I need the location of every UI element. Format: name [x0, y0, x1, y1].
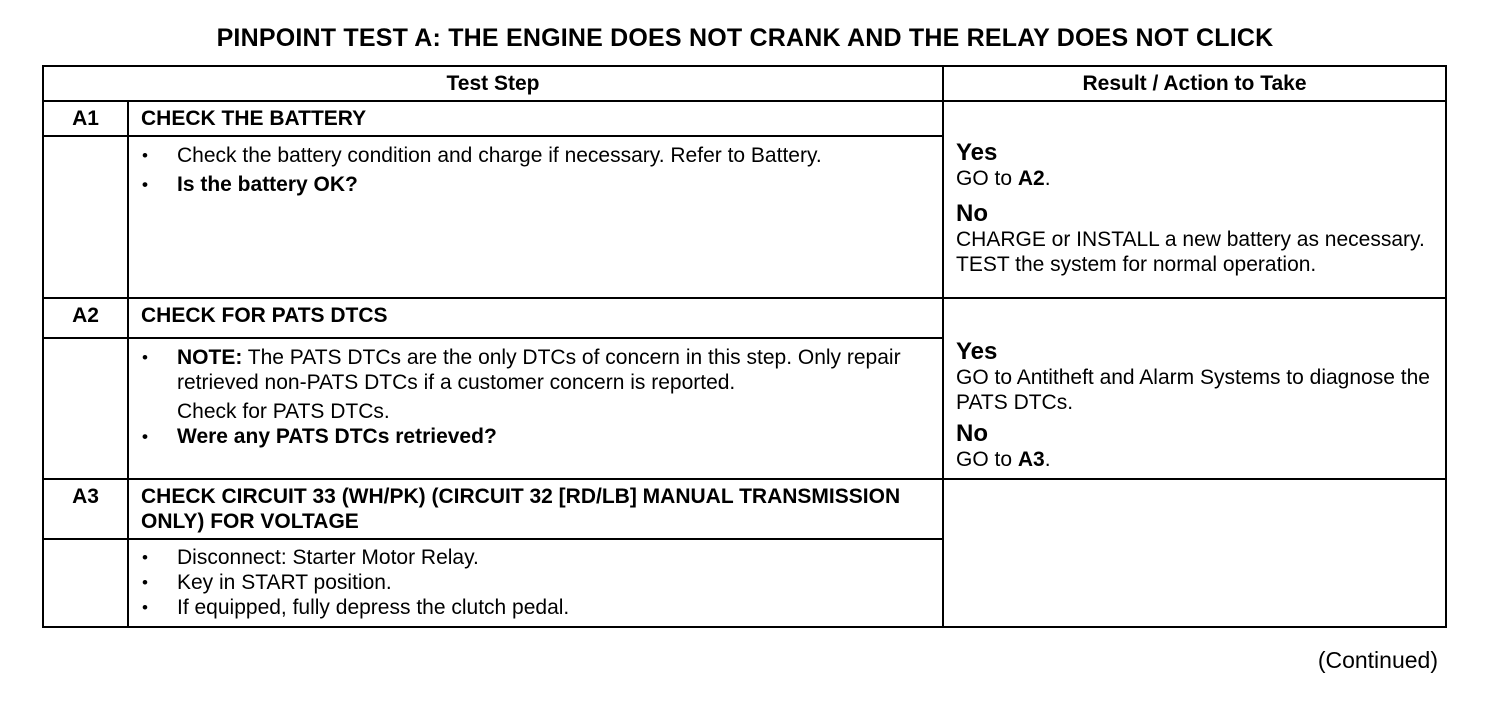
continued-label: (Continued)	[1317, 647, 1438, 673]
result-yes-label: Yes	[956, 139, 998, 166]
step-a3-result	[943, 479, 1446, 627]
table-header-row	[43, 66, 1446, 101]
step-heading: CHECK CIRCUIT 33 (WH/PK) (CIRCUIT 32 [RD/LB] MANUAL TRANSMISSION ONLY) FOR VOLTAGE	[128, 479, 943, 539]
step-a3-heading-row	[43, 479, 1446, 539]
step-a2-result	[943, 298, 1446, 479]
header-test-step: Test Step	[43, 66, 943, 101]
list-item: • Check the battery condition and charge if necessary. Refer to Battery.	[177, 143, 932, 168]
result-no-label: No	[956, 420, 988, 447]
result-no-text: GO to A3.	[956, 448, 1051, 471]
step-a2-heading-row	[43, 298, 1446, 338]
list-item: • NOTE: The PATS DTCs are the only DTCs of concern in this step. Only repair retrieved non-PATS DTCs if a customer concern is reported.	[177, 345, 932, 395]
list-item: • Were any PATS DTCs retrieved?	[177, 424, 932, 449]
pinpoint-test-table	[42, 65, 1447, 628]
step-a2-body	[128, 338, 943, 479]
step-id: A1	[43, 101, 128, 136]
result-yes-text: GO to Antitheft and Alarm Systems to diagnose the PATS DTCs.	[956, 366, 1430, 414]
step-id: A2	[43, 298, 128, 338]
result-no-text: CHARGE or INSTALL a new battery as necessary. TEST the system for normal operation.	[956, 228, 1425, 276]
step-a3-body	[128, 539, 943, 627]
result-no-label: No	[956, 200, 988, 227]
step-a1-body	[128, 136, 943, 298]
header-result: Result / Action to Take	[943, 66, 1446, 101]
page-title: PINPOINT TEST A: THE ENGINE DOES NOT CRANK AND THE RELAY DOES NOT CLICK	[216, 24, 1274, 52]
list-item: • Disconnect: Starter Motor Relay.	[177, 545, 932, 570]
step-a1-result	[943, 101, 1446, 298]
result-yes-text: GO to A2.	[956, 167, 1051, 190]
list-item: Check for PATS DTCs.	[177, 399, 390, 423]
result-yes-label: Yes	[956, 338, 998, 365]
step-heading: CHECK FOR PATS DTCS	[128, 298, 943, 338]
step-a1-heading-row	[43, 101, 1446, 136]
list-item: • Key in START position.	[177, 570, 932, 595]
step-id: A3	[43, 479, 128, 539]
step-heading: CHECK THE BATTERY	[128, 101, 943, 136]
list-item: • If equipped, fully depress the clutch pedal.	[177, 595, 932, 620]
list-item: • Is the battery OK?	[177, 172, 932, 197]
